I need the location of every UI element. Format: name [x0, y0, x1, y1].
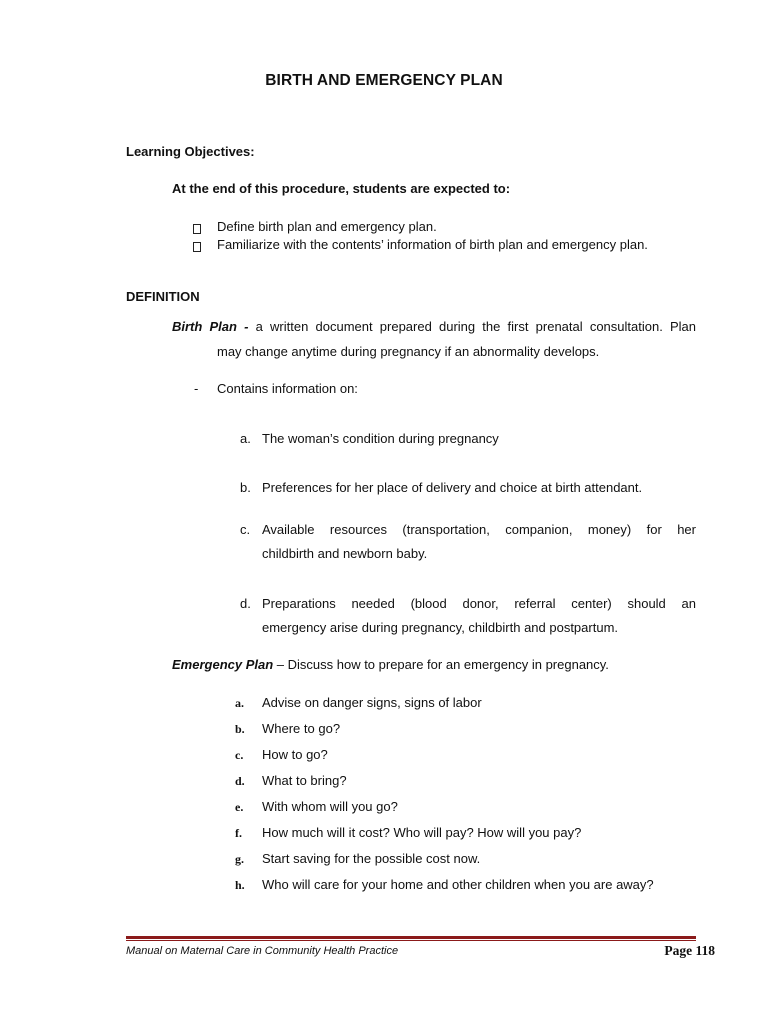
list-marker: g. [235, 852, 244, 866]
list-item: Advise on danger signs, signs of labor [262, 695, 482, 710]
emergency-plan-text: – Discuss how to prepare for an emergency in pregnancy. [273, 657, 609, 672]
list-marker: f. [235, 826, 242, 840]
list-marker: d. [240, 596, 251, 611]
list-marker: b. [240, 480, 251, 495]
footer-title: Manual on Maternal Care in Community Health Practice [126, 945, 399, 957]
list-item: Preferences for her place of delivery and choice at birth attendant. [262, 480, 643, 495]
list-marker: b. [235, 722, 245, 736]
list-item: Preparations needed (blood donor, referral center) should an [262, 596, 696, 611]
learning-objectives-heading: Learning Objectives: [126, 144, 255, 159]
list-item: Where to go? [262, 721, 341, 736]
footer-rule [126, 936, 696, 939]
list-marker: h. [235, 878, 245, 892]
contains-label: Contains information on: [217, 381, 358, 396]
birth-plan-line2: may change anytime during pregnancy if an abnormality develops. [217, 344, 600, 359]
dash-marker: - [194, 381, 199, 396]
list-item: Available resources (transportation, companion, money) for her [262, 522, 696, 537]
list-marker: a. [235, 696, 244, 710]
objectives-intro: At the end of this procedure, students are expected to: [172, 181, 511, 196]
objective-item: Define birth plan and emergency plan. [217, 219, 437, 234]
footer-rule-thin [126, 940, 696, 941]
list-marker: d. [235, 774, 245, 788]
birth-plan-text: a written document prepared during the first prenatal consultation. Plan [248, 319, 696, 334]
list-item: Start saving for the possible cost now. [262, 851, 481, 866]
list-marker: c. [235, 748, 244, 762]
list-item: With whom will you go? [262, 799, 398, 814]
birth-plan-line1 [172, 319, 696, 334]
page-title: BIRTH AND EMERGENCY PLAN [265, 72, 503, 89]
list-item: Who will care for your home and other children when you are away? [262, 877, 654, 892]
list-marker: a. [240, 431, 251, 446]
list-item: How much will it cost? Who will pay? How will you pay? [262, 825, 582, 840]
emergency-plan-line [172, 657, 609, 672]
birth-plan-term: Birth Plan - [172, 319, 249, 334]
list-marker: c. [240, 522, 251, 537]
objective-item: Familiarize with the contents’ information of birth plan and emergency plan. [217, 237, 648, 252]
list-item-continuation: childbirth and newborn baby. [262, 546, 428, 561]
list-item: The woman’s condition during pregnancy [262, 431, 499, 446]
emergency-plan-term: Emergency Plan [172, 657, 274, 672]
list-item-continuation: emergency arise during pregnancy, childbirth and postpartum. [262, 620, 619, 635]
list-item: What to bring? [262, 773, 347, 788]
list-item: How to go? [262, 747, 328, 762]
page-number: Page 118 [664, 943, 715, 958]
definition-heading: DEFINITION [126, 289, 200, 304]
bullet-icon [193, 222, 201, 237]
list-marker: e. [235, 800, 244, 814]
bullet-icon [193, 240, 201, 255]
